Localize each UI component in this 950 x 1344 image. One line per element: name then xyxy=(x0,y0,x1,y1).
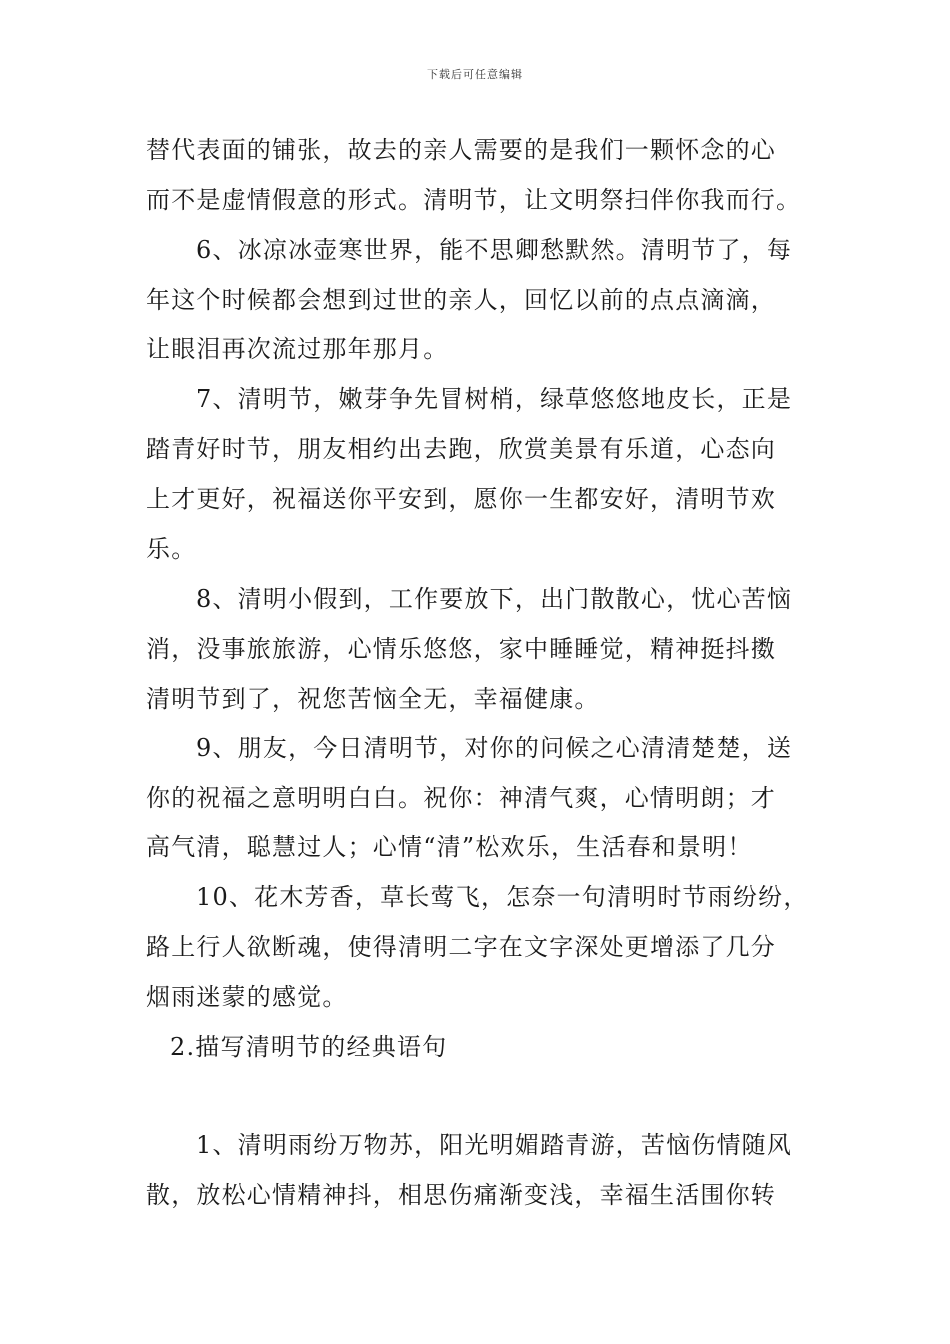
page-header: 下载后可任意编辑 xyxy=(427,68,523,81)
text-line: 7、清明节，嫩芽争先冒树梢，绿草悠悠地皮长，正是 xyxy=(196,385,793,413)
text-line: 8、清明小假到，工作要放下，出门散散心，忧心苦恼 xyxy=(196,585,793,613)
text-line: 高气清，聪慧过人；心情“清”松欢乐，生活春和景明！ xyxy=(146,833,753,861)
text-line: 踏青好时节，朋友相约出去跑，欣赏美景有乐道，心态向 xyxy=(146,435,776,463)
section-heading: 2.描写清明节的经典语句 xyxy=(170,1033,448,1061)
text-line: 6、冰凉冰壶寒世界，能不思卿愁默然。清明节了，每 xyxy=(196,236,793,264)
text-line: 而不是虚情假意的形式。清明节，让文明祭扫伴你我而行。 xyxy=(146,186,802,214)
text-line: 清明节到了，祝您苦恼全无，幸福健康。 xyxy=(146,685,600,713)
text-line: 烟雨迷蒙的感觉。 xyxy=(146,983,348,1011)
text-line: 路上行人欲断魂，使得清明二字在文字深处更增添了几分 xyxy=(146,933,776,961)
text-line: 9、朋友，今日清明节，对你的问候之心清清楚楚，送 xyxy=(196,734,793,762)
text-line: 1、清明雨纷万物苏，阳光明媚踏青游，苦恼伤情随风 xyxy=(196,1131,793,1159)
text-line: 你的祝福之意明明白白。祝你：神清气爽，心情明朗；才 xyxy=(146,784,776,812)
text-line: 乐。 xyxy=(146,535,197,563)
text-line: 散，放松心情精神抖，相思伤痛渐变浅，幸福生活围你转 xyxy=(146,1181,776,1209)
text-line: 替代表面的铺张，故去的亲人需要的是我们一颗怀念的心 xyxy=(146,136,776,164)
text-line: 年这个时候都会想到过世的亲人，回忆以前的点点滴滴， xyxy=(146,286,776,314)
text-line: 上才更好，祝福送你平安到，愿你一生都安好，清明节欢 xyxy=(146,485,776,513)
text-line: 消，没事旅旅游，心情乐悠悠，家中睡睡觉，精神挺抖擞 xyxy=(146,635,776,663)
text-line: 让眼泪再次流过那年那月。 xyxy=(146,335,449,363)
text-line: 10、花木芳香，草长莺飞，怎奈一句清明时节雨纷纷， xyxy=(196,883,809,911)
